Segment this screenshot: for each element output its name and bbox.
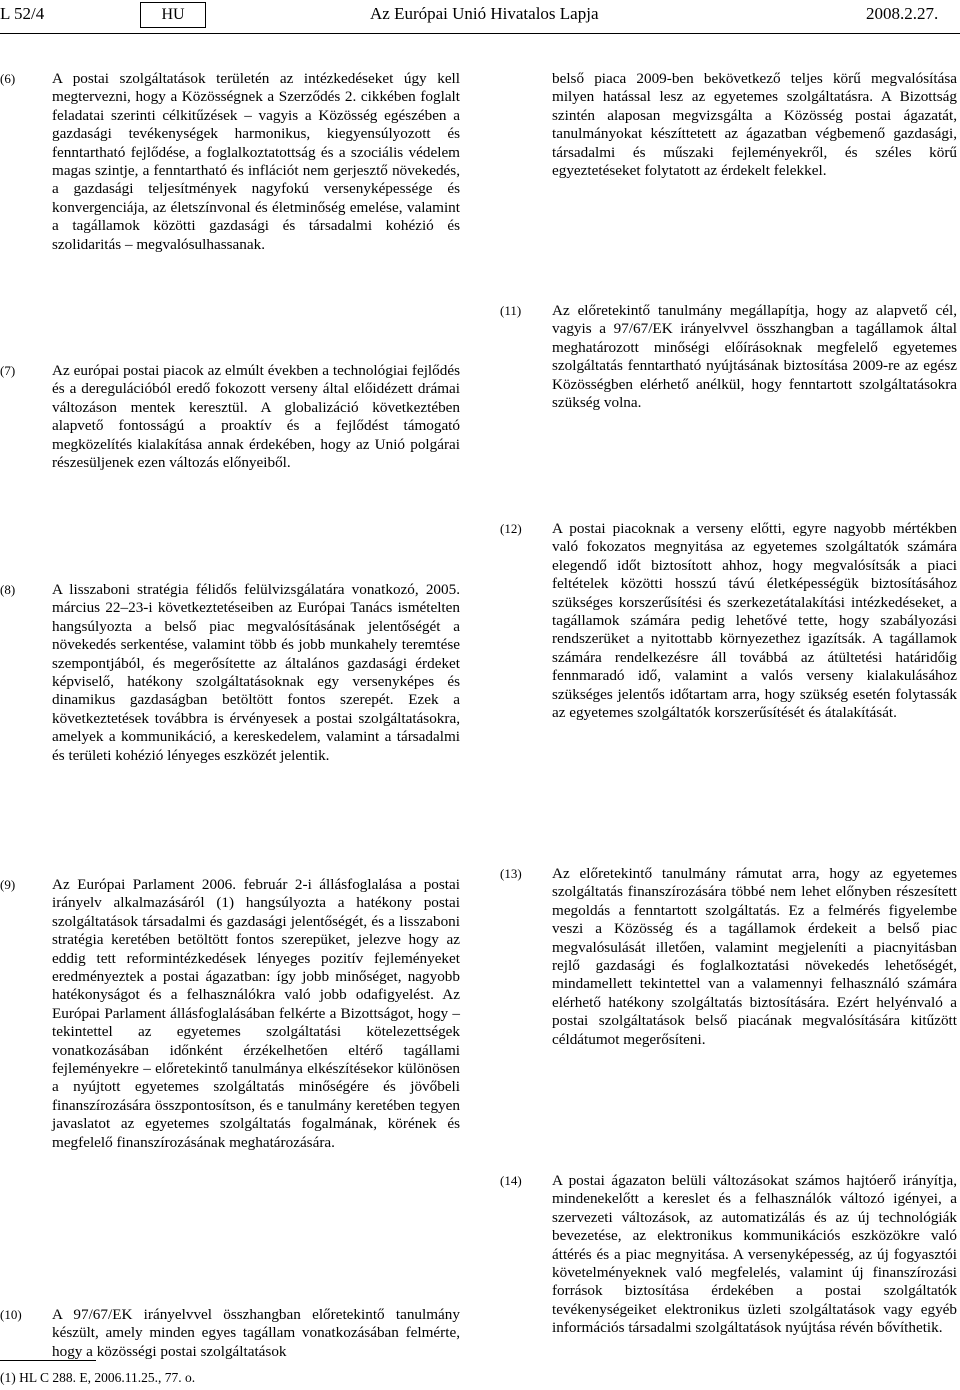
recital-text: A postai ágazaton belüli változásokat számos hajtóerő irányítja, mindenekelőtt a kereslet és a felhasználók változó igényei, a szervezeti változások, az automatizálás és az új technológiák bevezetése, az elektronikus kommunikációs eszközökre való áttérés és a piac megnyitása. A versenyképesség, az új fogyasztói követelményeknek való megfelelés, valamint új finanszírozási források biztosítása érdekében a postai szolgáltatók tevékenységeiket elektronikus üzleti szolgáltatások vagy egyéb információs társadalmi szolgáltatások nyújtása révén bővíthetik. <box>552 1172 957 1337</box>
recital-text: A postai piacoknak a verseny előtti, egyre nagyobb mértékben való fokozatos megnyitása az egyetemes szolgáltatók számára elegendő időt biztosított ahhoz, hogy megvalósítsák a piaci feltételek közötti hosszú távú életképességük biztosításához szükséges korszerűsítési és szerkezetátalakítási intézkedéseket, a tagállamok számára pedig lehetővé tette, hogy szabályozási rendszerüket a nyitottabb környezethez igazítsák. A tagállamok számára rendelkezésre áll továbbá az átültetési határidőig fennmaradó idő, valamint a valós verseny kialakulásához szükséges jelentős időtartam arra, hogy szükség esetén folytassák az egyetemes szolgáltatók korszerűsítését és átalakítását. <box>552 520 957 722</box>
recital-number: (10) <box>0 1307 22 1322</box>
page-header <box>0 0 960 34</box>
recital-text: Az európai postai piacok az elmúlt években a technológiai fejlődés és a deregulációból eredő fokozott verseny által előidézett drámai változáson mentek keresztül. A globalizáció következtében alapvető fontosságú a proaktív és a fejlődést támogató megközelítés kialakítása annak érdekében, hogy az Unió polgárai részesüljenek ezen változás előnyeiből. <box>52 362 460 472</box>
recital-number: (9) <box>0 877 16 892</box>
recital-number: (6) <box>0 71 16 86</box>
recital-number: (11) <box>500 303 522 318</box>
recital-text: belső piaca 2009-ben bekövetkező teljes körű megvalósítása milyen hatással lesz az egyetemes szolgáltatásra. A Bizottság szintén alaposan megvizsgálta a Közösség postai ágazatát, tanulmányokat készíttetett az ágazatban végbemenő gazdasági, társadalmi és műszaki fejleményekről, és széles körű egyeztetéseket folytatott az érdekelt felekkel. <box>552 70 957 180</box>
recital-number: (14) <box>500 1173 522 1188</box>
recital-text: A postai szolgáltatások területén az intézkedéseket úgy kell megtervezni, hogy a Közösségnek a Szerződés 2. cikkében foglalt feladatai szerinti célkitűzések – vagyis a Közösség egészében a gazdasági tevékenységek harmonikus, kiegyensúlyozott és fenntartható fejlődése, a foglalkoztatottság és a szociális védelem magas szintje, a fenntartható és inflációt nem gerjesztő növekedés, a gazdasági teljesítmények nagyfokú versenyképessége és konvergenciája, az életszínvonal és életminőség emelése, valamint a tagállamok közötti gazdasági és társadalmi kohézió és szolidaritás – megvalósulhassanak. <box>52 70 460 253</box>
footnote-marker: (1) <box>0 1370 16 1385</box>
recital-number: (7) <box>0 363 16 378</box>
recital-text: Az előretekintő tanulmány megállapítja, hogy az alapvető cél, vagyis a 97/67/EK irányelvvel összhangban a tagállamok által meghatározott minőségi előírásoknak megfelelő egyetemes szolgáltatás fenntartható nyújtásának biztosítása 2009-re az egész Közösségben elérhető anélkül, hogy fenntartott szolgáltatásokra szükség volna. <box>552 302 957 412</box>
journal-title: Az Európai Unió Hivatalos Lapja <box>370 4 599 23</box>
recital-text: Az előretekintő tanulmány rámutat arra, hogy az egyetemes szolgáltatás finanszírozására többé nem lehet előnyben részesített megoldás a fenntartott szolgáltatás. Ez a felmérés figyelembe veszi a Közösség és a tagállamok érdekeit a belső piac megvalósulását illetően, valamint megjeleníti a piacnyitásban rejlő gazdasági és foglalkoztatási növekedés lehetőségét, mindamellett tekintettel van a valamennyi felhasználó számára elérhető hatékony szolgáltatás biztosítására. Ezért helyénvaló a postai szolgáltatások belső piacának megvalósítására kitűzött céldátumot megerősíteni. <box>552 865 957 1048</box>
page-reference: L 52/4 <box>0 4 45 23</box>
recital-text: A 97/67/EK irányelvvel összhangban előretekintő tanulmány készült, amely minden egyes tagállam vonatkozásában felmérte, hogy a közösségi postai szolgáltatások <box>52 1306 460 1360</box>
footnote-rule <box>0 1360 96 1361</box>
footnote <box>0 1370 195 1386</box>
footnote-text: HL C 288. E, 2006.11.25., 77. o. <box>19 1370 196 1385</box>
recital-number: (12) <box>500 521 522 536</box>
recital-text: Az Európai Parlament 2006. február 2-i állásfoglalása a postai irányelv alkalmazásáról (1) hangsúlyozta a hatékony postai szolgáltatások társadalmi és gazdasági jelentőségét, és a lisszaboni stratégia keretében betöltött fontos szerepüket, jelezve hogy az eddig tett reformintézkedések lényeges pozitív fejleményeket eredményeztek a postai ágazatban: így jobb minőséget, nagyobb hatékonyságot és a felhasználókra való jobb odafigyelést. Az Európai Parlament állásfoglalásában felkérte a Bizottságot, hogy – tekintettel az egyetemes szolgáltatási kötelezettségek vonatkozásában időnként érzékelhetően eltérő tagállami fejleményekre – előretekintő tanulmánya elkészítésekor különösen a nyújtott egyetemes szolgáltatás minőségére és jövőbeli finanszírozására összpontosítson, és e tanulmány keretében tegyen javaslatot az egyetemes szolgáltatás fogalmának, körének és megfelelő finanszírozásának meghatározására. <box>52 876 460 1151</box>
recital-number: (8) <box>0 582 16 597</box>
recital-number: (13) <box>500 866 522 881</box>
publication-date: 2008.2.27. <box>866 4 939 23</box>
header-rule <box>0 33 960 34</box>
language-badge: HU <box>140 2 206 28</box>
recital-text: A lisszaboni stratégia félidős felülvizsgálatára vonatkozó, 2005. március 22–23-i következtetéseiben az Európai Tanács ismételten hangsúlyozta a belső piac megvalósításának jelentőségét a növekedés serkentése, valamint több és jobb munkahely teremtése szempontjából, és megerősítette az általános gazdasági érdeket képviselő, hatékony szolgáltatásoknak egy versenyképes és dinamikus gazdaságban betöltött fontos szerepét. Ezek a következtetések továbbra is érvényesek a postai szolgáltatásokra, amelyek a kommunikáció, a kereskedelem, valamint a társadalmi és területi kohézió lényeges eszközét jelentik. <box>52 581 460 764</box>
